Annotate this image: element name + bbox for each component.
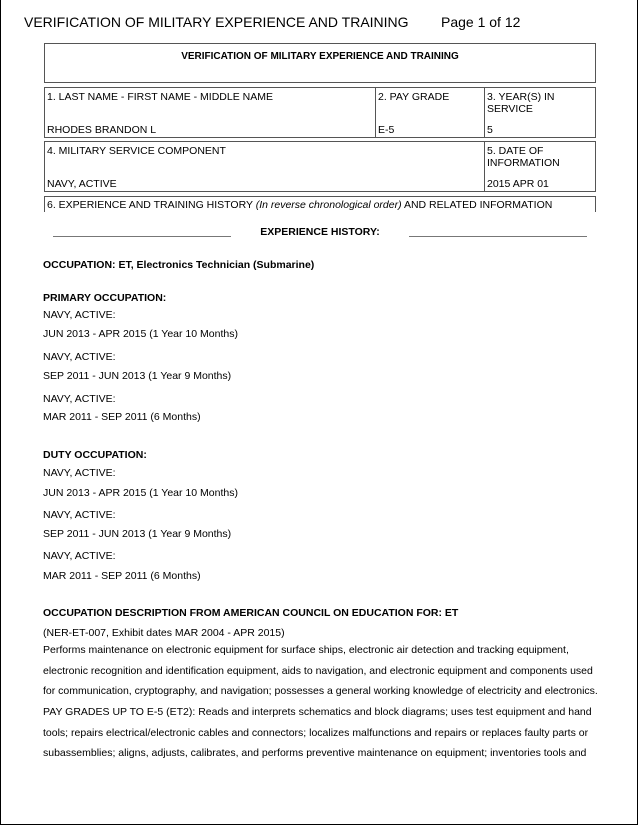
rule-right [409, 236, 587, 237]
primary-entry-component: NAVY, ACTIVE: [43, 309, 116, 321]
duty-entry-component: NAVY, ACTIVE: [43, 550, 116, 562]
history-section-header [44, 196, 596, 212]
duty-occupation-heading: DUTY OCCUPATION: [43, 449, 147, 461]
component-label: 4. MILITARY SERVICE COMPONENT [47, 145, 226, 157]
experience-history-label: EXPERIENCE HISTORY: [260, 226, 380, 238]
description-heading: OCCUPATION DESCRIPTION FROM AMERICAN COUNCIL ON EDUCATION FOR: ET [43, 607, 459, 619]
divider [484, 88, 485, 137]
duty-entry-component: NAVY, ACTIVE: [43, 509, 116, 521]
component-value: NAVY, ACTIVE [47, 178, 117, 190]
name-label: 1. LAST NAME - FIRST NAME - MIDDLE NAME [47, 91, 273, 103]
primary-entry-component: NAVY, ACTIVE: [43, 393, 116, 405]
history-label-part: 6. EXPERIENCE AND TRAINING HISTORY [47, 199, 256, 211]
name-value: RHODES BRANDON L [47, 124, 157, 136]
form-title: VERIFICATION OF MILITARY EXPERIENCE AND TRAINING [181, 51, 459, 62]
experience-history-heading [53, 226, 587, 240]
description-reference: (NER-ET-007, Exhibit dates MAR 2004 - APR 2015) [43, 627, 285, 639]
duty-entry-period: JUN 2013 - APR 2015 (1 Year 10 Months) [43, 487, 238, 499]
primary-entry-period: MAR 2011 - SEP 2011 (6 Months) [43, 411, 201, 423]
years-label: 3. YEAR(S) IN SERVICE [487, 91, 555, 115]
document-title: VERIFICATION OF MILITARY EXPERIENCE AND TRAINING [24, 14, 409, 30]
duty-entry-component: NAVY, ACTIVE: [43, 467, 116, 479]
divider [375, 88, 376, 137]
pay-grade-value: E-5 [378, 124, 395, 136]
identity-row [44, 87, 596, 138]
pay-grade-label: 2. PAY GRADE [378, 91, 450, 103]
divider [484, 142, 485, 191]
primary-entry-period: SEP 2011 - JUN 2013 (1 Year 9 Months) [43, 370, 232, 382]
service-row [44, 141, 596, 192]
document-header [24, 14, 524, 30]
duty-entry-period: MAR 2011 - SEP 2011 (6 Months) [43, 570, 201, 582]
primary-entry-period: JUN 2013 - APR 2015 (1 Year 10 Months) [43, 328, 238, 340]
form-title-box [44, 43, 596, 83]
primary-occupation-heading: PRIMARY OCCUPATION: [43, 292, 167, 304]
duty-entry-period: SEP 2011 - JUN 2013 (1 Year 9 Months) [43, 528, 232, 540]
description-paragraph: PAY GRADES UP TO E-5 (ET2): Reads and interprets schematics and block diagrams; uses test equipment and hand tools; repairs electrical/electronic cables and connectors; localizes malfunctions and repairs or replaces faulty parts or subassemblies; aligns, adjusts, calibrates, and performs preventive maintenance on equipment; inventories tools and [43, 706, 592, 759]
occupation-title: OCCUPATION: ET, Electronics Technician (Submarine) [43, 259, 315, 271]
description-paragraph: Performs maintenance on electronic equipment for surface ships, electronic air detection and tracking equipment, electronic recognition and identification equipment, aids to navigation, and electronic equipment and components used for communication, cryptography, and navigation; possesses a general working knowledge of electricity and electronics. [43, 644, 598, 697]
page-number: Page 1 of 12 [441, 14, 521, 30]
history-label-part: AND RELATED INFORMATION [401, 199, 553, 211]
date-label: 5. DATE OF INFORMATION [487, 145, 560, 169]
history-label-italic: (In reverse chronological order) [255, 199, 402, 211]
history-label [47, 199, 552, 211]
date-value: 2015 APR 01 [487, 178, 549, 190]
primary-entry-component: NAVY, ACTIVE: [43, 351, 116, 363]
years-value: 5 [487, 124, 493, 136]
